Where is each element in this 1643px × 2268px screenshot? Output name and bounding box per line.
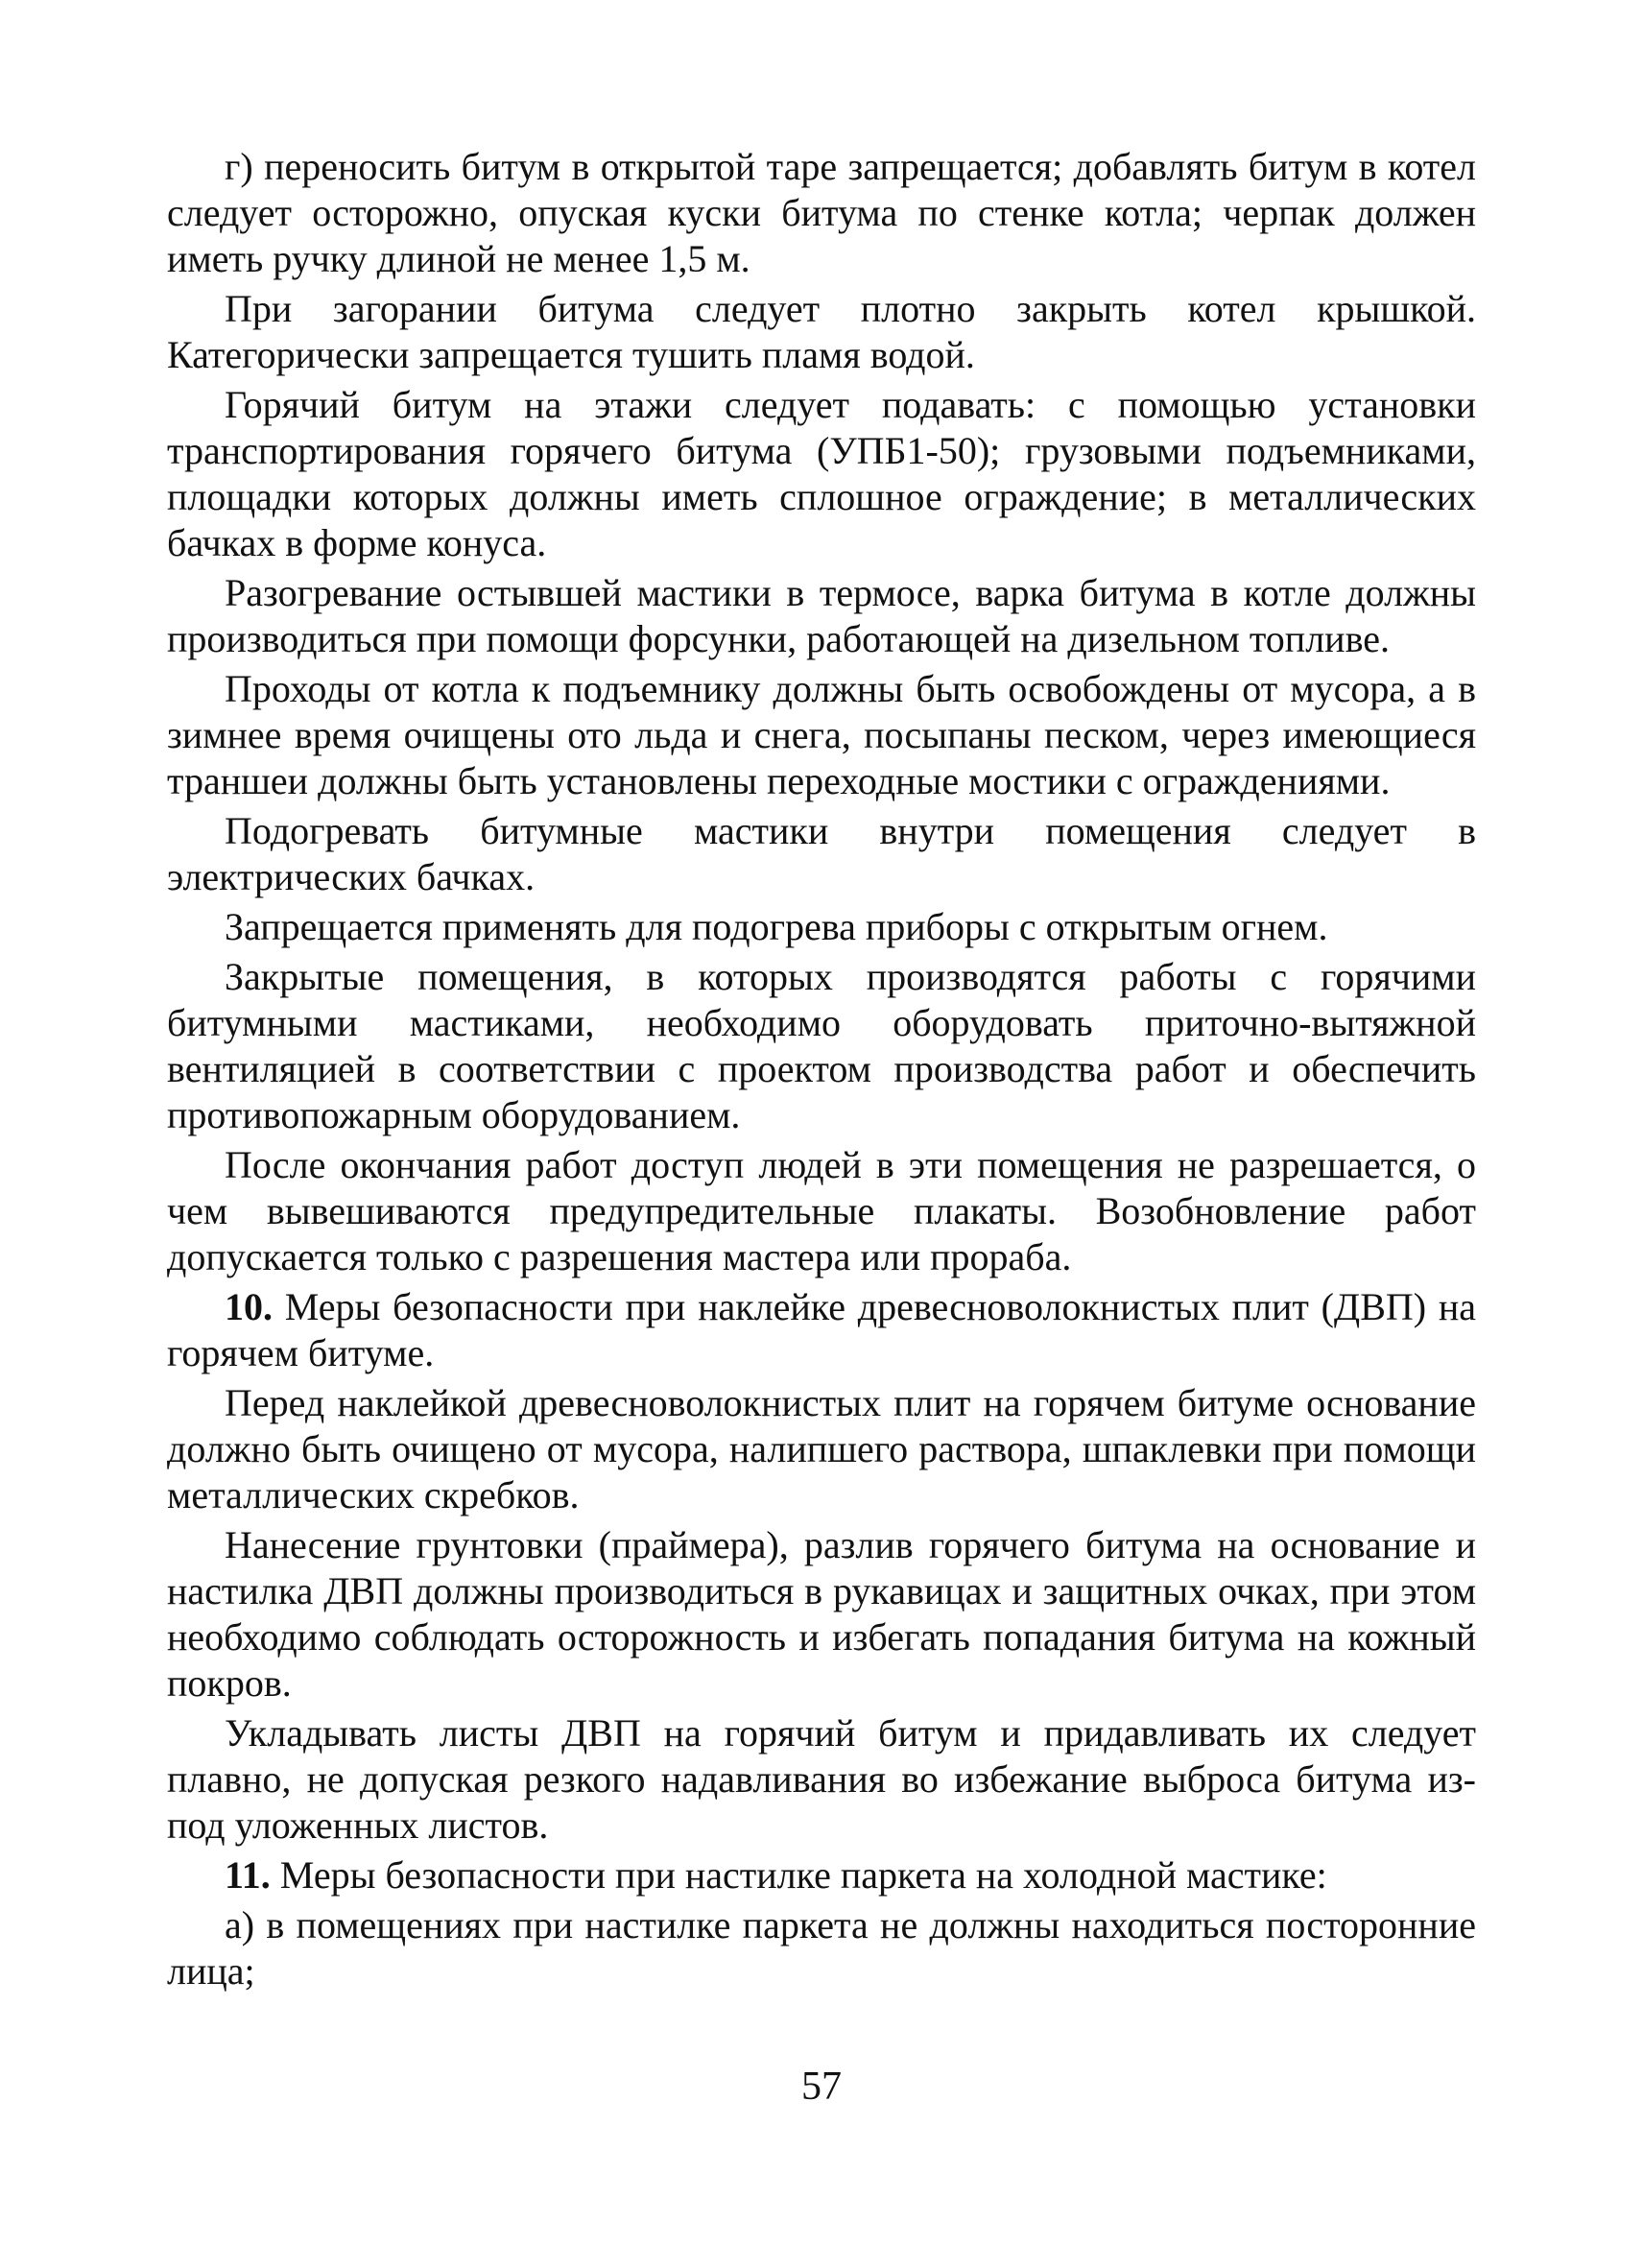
section-10-heading: 10. Меры безопасности при наклейке древесноволокнистых плит (ДВП) на горячем битуме. xyxy=(167,1285,1476,1374)
paragraph-12: Нанесение грунтовки (праймера), разлив горячего битума на основание и настилка ДВП должны производиться в рукавицах и защитных очках, при этом необходимо соблюдать осторожность и избегать попадания битума на кожный покров. xyxy=(167,1523,1476,1705)
page-number: 57 xyxy=(801,2065,842,2109)
paragraph-5: Проходы от котла к подъемнику должны быть освобождены от мусора, а в зимнее время очищены ото льда и снега, посыпаны песком, через имеющиеся траншеи должны быть установлены переходные мостики с ограждениями. xyxy=(167,667,1476,802)
paragraph-9: После окончания работ доступ людей в эти помещения не разрешается, о чем вывешиваются предупредительные плакаты. Возобновление работ допускается только с разрешения мастера или прораба. xyxy=(167,1143,1476,1278)
section-number: 10. xyxy=(225,1285,273,1328)
paragraph-3: Горячий битум на этажи следует подавать: с помощью установки транспортирования горячего битума (УПБ1-50); грузовыми подъемниками, площадки которых должны иметь сплошное ограждение; в металлических бачках в форме конуса. xyxy=(167,383,1476,564)
paragraph-7: Запрещается применять для подогрева приборы с открытым огнем. xyxy=(225,905,1328,948)
paragraph-11: Перед наклейкой древесноволокнистых плит на горячем битуме основание должно быть очищено от мусора, налипшего раствора, шпаклевки при помощи металлических скребков. xyxy=(167,1381,1476,1516)
paragraph-15: а) в помещениях при настилке паркета не должны находиться посторонние лица; xyxy=(167,1903,1476,1993)
paragraph-13: Укладывать листы ДВП на горячий битум и придавливать их следует плавно, не допуская резкого надавливания во избежание выброса битума из-под уложенных листов. xyxy=(167,1711,1476,1847)
paragraph-2: При загорании битума следует плотно закрыть котел крышкой. Категорически запрещается тушить пламя водой. xyxy=(167,287,1476,376)
paragraph-1: г) переносить битум в открытой таре запрещается; добавлять битум в котел следует осторожно, опуская куски битума по стенке котла; черпак должен иметь ручку длиной не менее 1,5 м. xyxy=(167,145,1476,280)
paragraph-8: Закрытые помещения, в которых производятся работы с горячими битумными мастиками, необходимо оборудовать приточно-вытяжной вентиляцией в соответствии с проектом производства работ и обеспечить противопожарным оборудованием. xyxy=(167,955,1476,1136)
paragraph-6: Подогревать битумные мастики внутри помещения следует в электрических бачках. xyxy=(167,809,1476,898)
section-11-heading: 11. Меры безопасности при настилке паркета на холодной мастике: xyxy=(225,1853,1327,1897)
body-text xyxy=(167,144,1476,1998)
paragraph-4: Разогревание остывшей мастики в термосе, варка битума в котле должны производиться при помощи форсунки, работающей на дизельном топливе. xyxy=(167,571,1476,660)
section-number: 11. xyxy=(225,1853,271,1897)
